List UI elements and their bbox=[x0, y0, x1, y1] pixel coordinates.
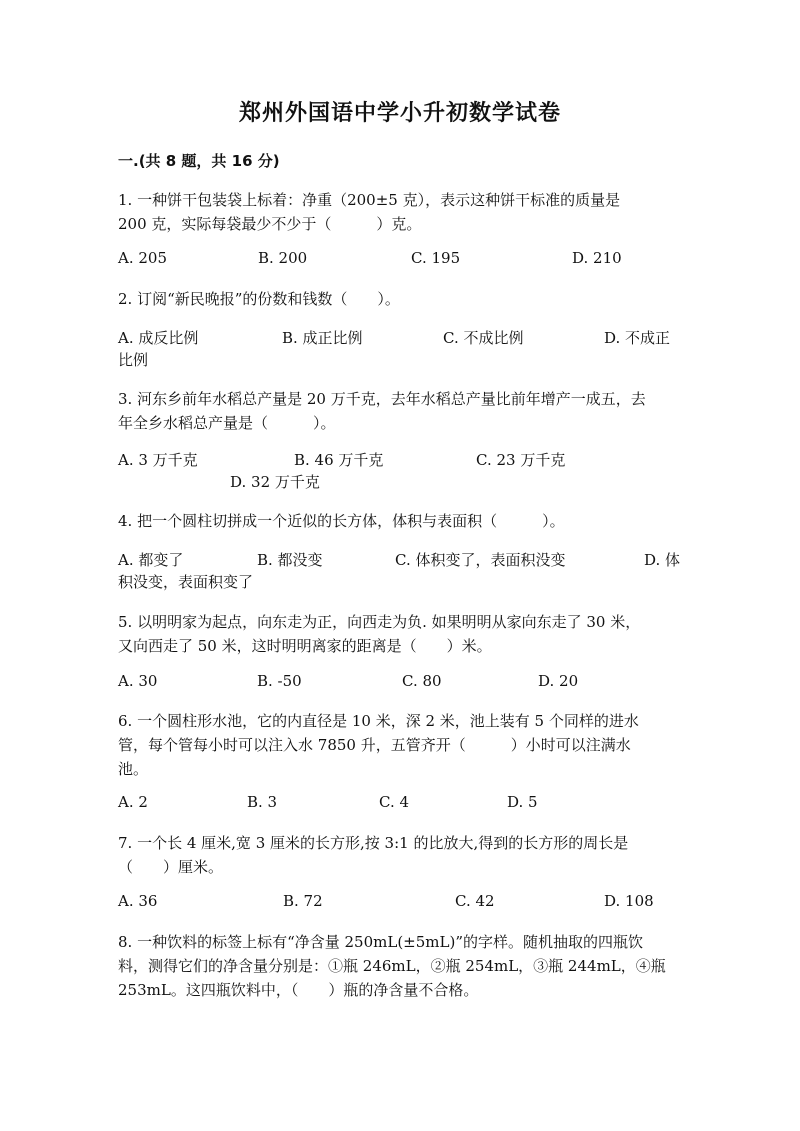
option-c[interactable]: C. 不成比例 bbox=[443, 329, 524, 347]
option-b[interactable]: B. -50 bbox=[257, 672, 302, 690]
question-7 bbox=[118, 831, 683, 879]
question-3-line-2: 年全乡水稻总产量是（ ）。 bbox=[118, 414, 336, 432]
question-8 bbox=[118, 930, 683, 1002]
question-8-line-1: 8. 一种饮料的标签上标有“净含量 250mL(±5mL)”的字样。随机抽取的四瓶饮 bbox=[118, 933, 644, 951]
option-b[interactable]: B. 成正比例 bbox=[282, 329, 363, 347]
question-6-line-2: 管，每个管每小时可以注入水 7850 升，五管齐开（ ）小时可以注满水 bbox=[118, 736, 631, 754]
option-a[interactable]: A. 30 bbox=[118, 672, 158, 690]
question-6-line-3: 池。 bbox=[118, 760, 149, 778]
option-c[interactable]: C. 195 bbox=[411, 249, 461, 267]
option-d-wrap: 积没变，表面积变了 bbox=[118, 573, 254, 591]
option-d-wrap: 比例 bbox=[118, 351, 149, 369]
question-1-line-2: 200 克，实际每袋最少不少于（ ）克。 bbox=[118, 215, 422, 233]
question-3-line-1: 3. 河东乡前年水稻总产量是 20 万千克，去年水稻总产量比前年增产一成五，去 bbox=[118, 390, 646, 408]
option-c[interactable]: C. 23 万千克 bbox=[476, 451, 566, 469]
option-a[interactable]: A. 205 bbox=[118, 249, 167, 267]
question-6-options bbox=[118, 793, 683, 815]
option-d[interactable]: D. 不成正 bbox=[604, 329, 671, 347]
section-header: 一.(共 8 题，共 16 分) bbox=[118, 152, 280, 170]
question-8-line-2: 料，测得它们的净含量分别是：①瓶 246mL，②瓶 254mL，③瓶 244mL，④瓶 bbox=[118, 957, 666, 975]
question-7-line-1: 7. 一个长 4 厘米,宽 3 厘米的长方形,按 3:1 的比放大,得到的长方形的周长是 bbox=[118, 834, 629, 852]
question-1-options bbox=[118, 249, 683, 271]
option-c[interactable]: C. 42 bbox=[455, 892, 495, 910]
option-d[interactable]: D. 210 bbox=[572, 249, 622, 267]
question-4 bbox=[118, 509, 683, 533]
question-1-line-1: 1. 一种饼干包装袋上标着：净重（200±5 克），表示这种饼干标准的质量是 bbox=[118, 191, 621, 209]
question-6-line-1: 6. 一个圆柱形水池，它的内直径是 10 米，深 2 米，池上装有 5 个同样的进水 bbox=[118, 712, 639, 730]
question-5-line-2: 又向西走了 50 米，这时明明离家的距离是（ ）米。 bbox=[118, 637, 492, 655]
option-a[interactable]: A. 都变了 bbox=[118, 551, 184, 569]
question-2-line-1: 2. 订阅“新民晚报”的份数和钱数（ ）。 bbox=[118, 290, 400, 308]
option-a[interactable]: A. 成反比例 bbox=[118, 329, 199, 347]
question-4-line-1: 4. 把一个圆柱切拼成一个近似的长方体，体积与表面积（ ）。 bbox=[118, 512, 565, 530]
option-c[interactable]: C. 80 bbox=[402, 672, 442, 690]
question-3 bbox=[118, 387, 683, 435]
exam-title: 郑州外国语中学小升初数学试卷 bbox=[238, 101, 561, 126]
option-c[interactable]: C. 体积变了，表面积没变 bbox=[395, 551, 566, 569]
question-7-options bbox=[118, 892, 683, 914]
question-5-line-1: 5. 以明明家为起点，向东走为正，向西走为负. 如果明明从家向东走了 30 米， bbox=[118, 613, 641, 631]
question-1 bbox=[118, 188, 683, 236]
question-2-options bbox=[118, 327, 683, 371]
question-5 bbox=[118, 610, 683, 658]
option-b[interactable]: B. 都没变 bbox=[257, 551, 323, 569]
option-d[interactable]: D. 108 bbox=[604, 892, 654, 910]
option-d[interactable]: D. 20 bbox=[538, 672, 579, 690]
option-b[interactable]: B. 3 bbox=[247, 793, 278, 811]
option-c[interactable]: C. 4 bbox=[379, 793, 410, 811]
question-4-options bbox=[118, 549, 683, 593]
question-6 bbox=[118, 709, 683, 781]
option-a[interactable]: A. 36 bbox=[118, 892, 158, 910]
option-b[interactable]: B. 72 bbox=[283, 892, 323, 910]
question-7-line-2: （ ）厘米。 bbox=[118, 858, 224, 876]
option-a[interactable]: A. 2 bbox=[118, 793, 148, 811]
option-a[interactable]: A. 3 万千克 bbox=[118, 451, 198, 469]
question-3-options bbox=[118, 449, 683, 493]
option-b[interactable]: B. 46 万千克 bbox=[294, 451, 384, 469]
question-5-options bbox=[118, 672, 683, 694]
question-8-line-3: 253mL。这四瓶饮料中，（ ）瓶的净含量不合格。 bbox=[118, 981, 479, 999]
option-d[interactable]: D. 5 bbox=[507, 793, 538, 811]
option-b[interactable]: B. 200 bbox=[258, 249, 308, 267]
option-d[interactable]: D. 32 万千克 bbox=[230, 473, 320, 491]
question-2 bbox=[118, 287, 683, 311]
option-d[interactable]: D. 体 bbox=[644, 551, 681, 569]
